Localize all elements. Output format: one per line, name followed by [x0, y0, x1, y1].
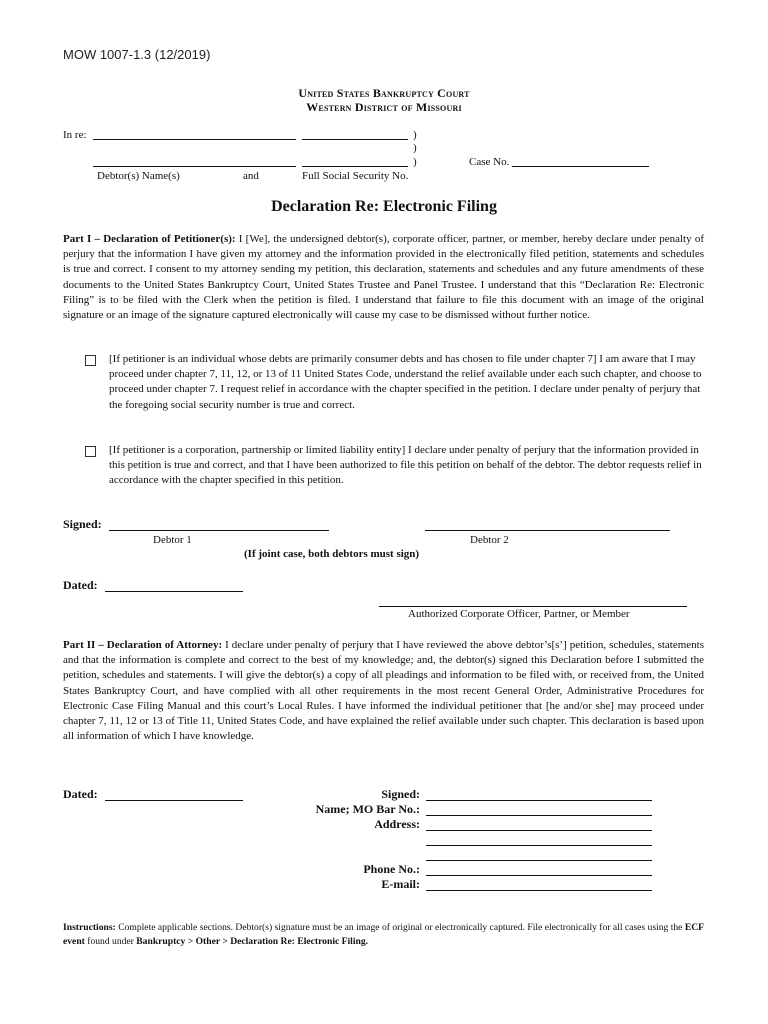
part2-paragraph: [63, 638, 704, 744]
bar-no-label: Name; MO Bar No.:: [315, 802, 420, 816]
attorney-signature-line[interactable]: [426, 800, 652, 801]
attorney-dated-line[interactable]: [105, 800, 243, 801]
attorney-signed-label: Signed:: [381, 787, 420, 801]
debtor-name-line-1[interactable]: [93, 139, 296, 140]
case-no-label: Case No.: [469, 156, 510, 168]
address-label: Address:: [374, 817, 420, 831]
ssn-line-2[interactable]: [302, 166, 408, 167]
phone-label: Phone No.:: [363, 862, 420, 876]
part1-heading: Part I – Declaration of Petitioner(s):: [63, 233, 236, 245]
ecf-path: Bankruptcy > Other > Declaration Re: Electronic Filing.: [136, 935, 369, 947]
dated-label: Dated:: [63, 578, 98, 592]
in-re-label: In re:: [63, 129, 87, 141]
joint-case-note: (If joint case, both debtors must sign): [244, 548, 420, 560]
option-corporation-text: [If petitioner is a corporation, partnership or limited liability entity] I declare under penalty of perjury that the information provided in this petition is true and correct, and that I have been authorized to file this petition on behalf of the debtor. The debtor requests relief in accordance with the chapter specified in this petition.: [109, 444, 702, 487]
paren-1: ): [413, 129, 417, 141]
part2-heading: Part II – Declaration of Attorney:: [63, 639, 223, 651]
part2-text: I declare under penalty of perjury that I have reviewed the above debtor’s[s’] petition, schedules, statements and that the information is complete and correct to the best of my knowledge; and, the debtor(s) signed this Declaration before I submitted the petition, schedules and statements. I will give the debtor(s) a copy of all pleadings and information to be filed with, or received from, the United States Bankruptcy Court, and have complied with all other requirements in the most recent General Order, Administrative Procedures for Electronic Case Filing Manual and this court’s Local Rules. I have informed the individual petitioner that [he and/or she] may proceed under chapter 7, 11, 12 or 13 of Title 11, United States Code, and have explained the relief available under such chapter. This declaration is based upon all information of which I have knowledge.: [63, 639, 705, 743]
paren-2: ): [413, 142, 417, 154]
case-no-line[interactable]: [512, 166, 649, 167]
debtor2-caption: Debtor 2: [470, 534, 509, 546]
court-name: United States Bankruptcy Court: [298, 86, 470, 100]
instructions: [63, 921, 704, 948]
and-caption: and: [243, 170, 259, 182]
debtor-name-line-2[interactable]: [93, 166, 296, 167]
authorized-signature-line[interactable]: [379, 606, 687, 607]
debtor1-caption: Debtor 1: [153, 534, 192, 546]
option-individual-text: [If petitioner is an individual whose debts are primarily consumer debts and has chosen to file under chapter 7] I am aware that I may proceed under chapter 7, 11, 12, or 13 of 11 United States Code, understand the relief available under each such chapter, and choose to proceed under chapter 7. I request relief in accordance with the chapter specified in the petition. I declare under penalty of perjury that the foregoing social security number is true and correct.: [109, 353, 702, 411]
authorized-caption: Authorized Corporate Officer, Partner, or Member: [408, 608, 630, 620]
document-title: Declaration Re: Electronic Filing: [271, 198, 497, 215]
dated-line[interactable]: [105, 591, 243, 592]
checkbox-individual[interactable]: [85, 355, 96, 366]
phone-line[interactable]: [426, 875, 652, 876]
email-label: E-mail:: [381, 877, 420, 891]
instructions-label: Instructions:: [63, 922, 116, 933]
debtor2-signature-line[interactable]: [425, 530, 670, 531]
ssn-line-1[interactable]: [302, 139, 408, 140]
debtor1-signature-line[interactable]: [109, 530, 329, 531]
address-line-3[interactable]: [426, 860, 652, 861]
address-line-1[interactable]: [426, 830, 652, 831]
paren-3: ): [413, 156, 417, 168]
address-line-2[interactable]: [426, 845, 652, 846]
email-line[interactable]: [426, 890, 652, 891]
bar-no-line[interactable]: [426, 815, 652, 816]
debtor-names-caption: Debtor(s) Name(s): [97, 170, 180, 182]
court-district: Western District of Missouri: [306, 100, 462, 114]
checkbox-corporation[interactable]: [85, 446, 96, 457]
instructions-found-under: found under: [87, 935, 134, 947]
attorney-dated-label: Dated:: [63, 787, 98, 801]
part1-text: I [We], the undersigned debtor(s), corporate officer, partner, or member, hereby declare under penalty of perjury that the information I have given my attorney and the information provided in the electronically filed petition, statements and schedules is true and correct. I consent to my attorney sending my petition, this declaration, statements and schedules and any future amendments of these documents to the United States Bankruptcy Court, United States Trustee and Panel Trustee. I understand that this “Declaration Re: Electronic Filing” is to be filed with the Clerk when the petition is filed. I understand that failure to file this document with an image of the original signature or an image of the signature captured electronically will cause my case to be dismissed without further notice.: [63, 233, 704, 322]
part1-paragraph: [63, 232, 704, 323]
ecf-event: ECF event: [63, 922, 704, 947]
ssn-caption: Full Social Security No.: [302, 170, 409, 182]
instructions-text: Complete applicable sections. Debtor(s) signature must be an image of original or electronically captured. File electronically for all cases using the: [118, 922, 683, 933]
signed-label: Signed:: [63, 517, 102, 531]
form-id: MOW 1007-1.3 (12/2019): [63, 47, 211, 62]
